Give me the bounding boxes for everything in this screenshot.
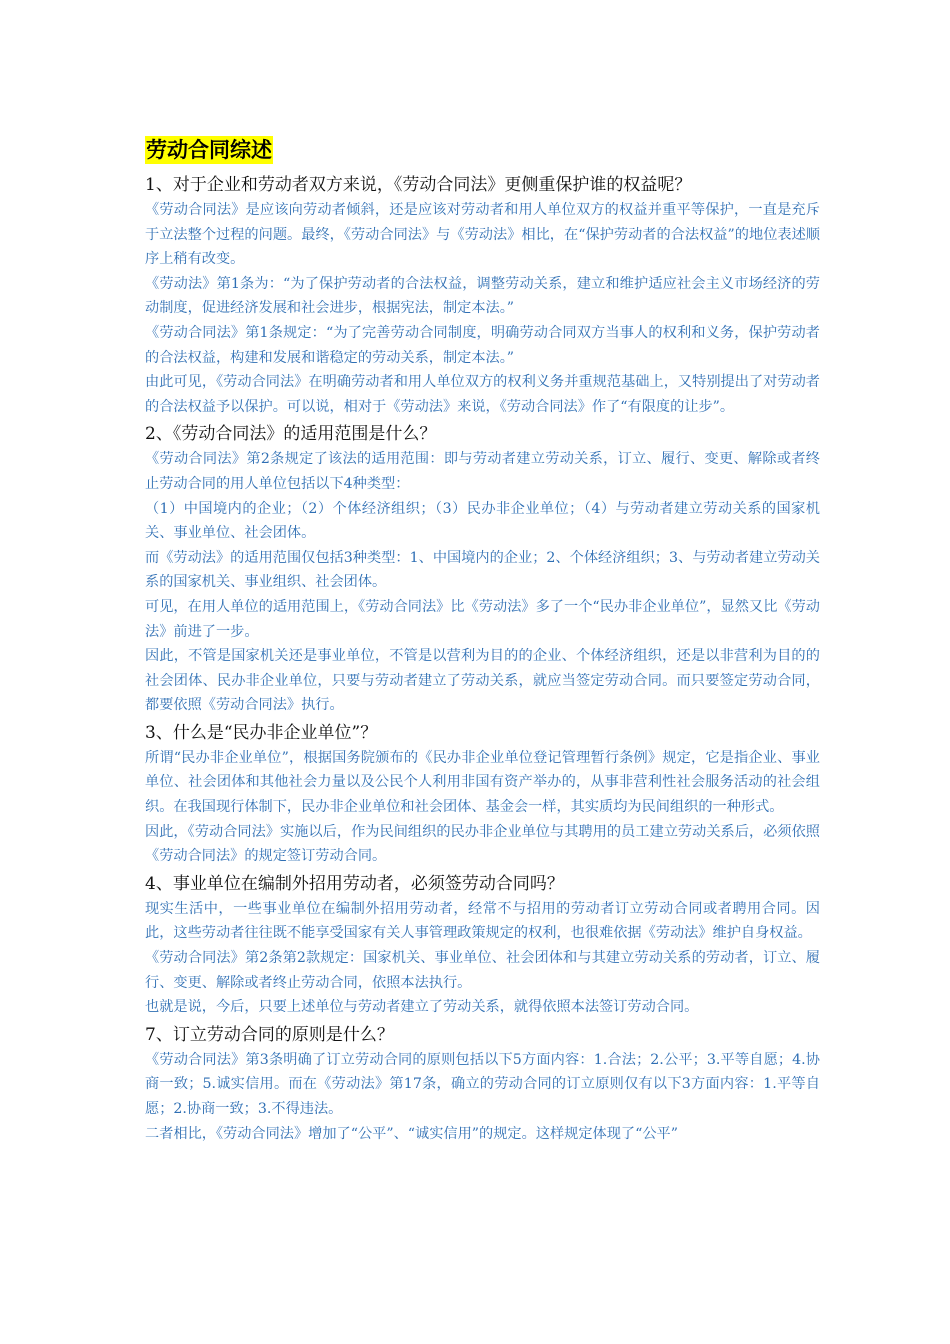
section-heading: 4、事业单位在编制外招用劳动者，必须签劳动合同吗？	[145, 873, 564, 894]
sections	[145, 172, 820, 1146]
section-paragraph: 而《劳动法》的适用范围仅包括3种类型：1、中国境内的企业；2、个体经济组织；3、与劳动者建立劳动关系的国家机关、事业组织、社会团体。	[145, 549, 820, 591]
section-paragraph: 因此，不管是国家机关还是事业单位，不管是以营利为目的的企业、个体经济组织，还是以非营利为目的的社会团体、民办非企业单位，只要与劳动者建立了劳动关系，就应当签定劳动合同。而只要签定劳动合同，都要依照《劳动合同法》执行。	[145, 648, 820, 714]
section	[145, 720, 820, 869]
section-heading: 3、什么是“民办非企业单位”？	[145, 722, 378, 743]
section-paragraph: 由此可见，《劳动合同法》在明确劳动者和用人单位双方的权利义务并重规范基础上，又特别提出了对劳动者的合法权益予以保护。可以说，相对于《劳动法》来说，《劳动合同法》作了“有限度的让步”。	[145, 374, 820, 415]
section-paragraph: 《劳动合同法》第1条规定：“为了完善劳动合同制度，明确劳动合同双方当事人的权利和义务，保护劳动者的合法权益，构建和发展和谐稳定的劳动关系，制定本法。”	[145, 324, 820, 366]
section	[145, 871, 820, 1020]
document-body	[145, 136, 820, 1146]
section-paragraph: （1）中国境内的企业；（2）个体经济组织；（3）民办非企业单位；（4）与劳动者建立劳动关系的国家机关、事业单位、社会团体。	[145, 500, 820, 542]
section-paragraph: 《劳动合同法》第2条第2款规定：国家机关、事业单位、社会团体和与其建立劳动关系的劳动者，订立、履行、变更、解除或者终止劳动合同，依照本法执行。	[145, 950, 820, 991]
section-paragraph: 二者相比，《劳动合同法》增加了“公平”、“诚实信用”的规定。这样规定体现了“公平”	[145, 1125, 678, 1142]
section	[145, 172, 820, 419]
section-paragraph: 《劳动合同法》是应该向劳动者倾斜，还是应该对劳动者和用人单位双方的权益并重平等保护，一直是充斥于立法整个过程的问题。最终，《劳动合同法》与《劳动法》相比，在“保护劳动者的合法权益”的地位表述顺序上稍有改变。	[145, 202, 820, 268]
section-paragraph: 《劳动合同法》第2条规定了该法的适用范围：即与劳动者建立劳动关系，订立、履行、变更、解除或者终止劳动合同的用人单位包括以下4种类型：	[145, 451, 820, 492]
section	[145, 421, 820, 718]
section-paragraph: 也就是说，今后，只要上述单位与劳动者建立了劳动关系，就得依照本法签订劳动合同。	[145, 999, 699, 1016]
section-heading: 7、订立劳动合同的原则是什么？	[145, 1024, 394, 1045]
section	[145, 1022, 820, 1146]
document-title: 劳动合同综述	[146, 138, 272, 162]
section-paragraph: 《劳动法》第1条为：“为了保护劳动者的合法权益，调整劳动关系，建立和维护适应社会主义市场经济的劳动制度，促进经济发展和社会进步，根据宪法，制定本法。”	[145, 275, 820, 317]
section-heading: 2、《劳动合同法》的适用范围是什么？	[145, 424, 437, 445]
section-paragraph: 因此，《劳动合同法》实施以后，作为民间组织的民办非企业单位与其聘用的员工建立劳动关系后，必须依照《劳动合同法》的规定签订劳动合同。	[145, 823, 820, 865]
section-paragraph: 所谓“民办非企业单位”，根据国务院颁布的《民办非企业单位登记管理暂行条例》规定，它是指企业、事业单位、社会团体和其他社会力量以及公民个人利用非国有资产举办的，从事非营利性社会服务活动的社会组织。在我国现行体制下，民办非企业单位和社会团体、基金会一样，其实质均为民间组织的一种形式。	[145, 749, 820, 816]
section-heading: 1、对于企业和劳动者双方来说，《劳动合同法》更侧重保护谁的权益呢？	[145, 175, 692, 195]
section-paragraph: 可见，在用人单位的适用范围上，《劳动合同法》比《劳动法》多了一个“民办非企业单位”，显然又比《劳动法》前进了一步。	[145, 598, 820, 640]
section-paragraph: 《劳动合同法》第3条明确了订立劳动合同的原则包括以下5方面内容：1.合法；2.公平；3.平等自愿；4.协商一致；5.诚实信用。而在《劳动法》第17条，确立的劳动合同的订立原则仅有以下3方面内容：1.平等自愿；2.协商一致；3.不得违法。	[145, 1051, 820, 1117]
section-paragraph: 现实生活中，一些事业单位在编制外招用劳动者，经常不与招用的劳动者订立劳动合同或者聘用合同。因此，这些劳动者往往既不能享受国家有关人事管理政策规定的权利，也很难依据《劳动法》维护自身权益。	[145, 900, 820, 942]
